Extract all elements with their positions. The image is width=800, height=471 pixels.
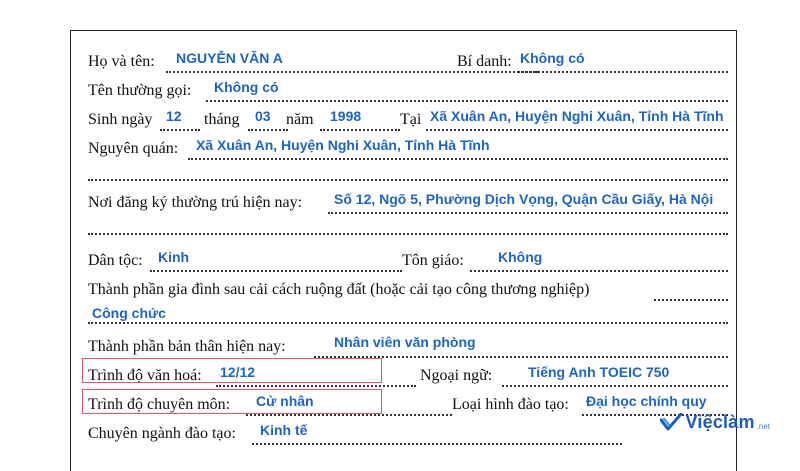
dots-thanh-phan-gd xyxy=(654,295,728,301)
label-tai: Tại xyxy=(400,111,422,128)
label-van-hoa: Trình độ văn hoá: xyxy=(88,367,202,384)
dots-ten-thuong-goi xyxy=(206,96,728,102)
label-nam: năm xyxy=(286,111,314,128)
dots-thanh-phan-gd-2 xyxy=(88,318,728,324)
vieclam-logo xyxy=(660,410,770,434)
dots-blank-1 xyxy=(88,175,728,181)
value-sinh-ngay: 12 xyxy=(166,108,182,124)
label-dan-toc: Dân tộc: xyxy=(88,252,143,269)
value-ten-thuong-goi: Không có xyxy=(214,79,279,95)
label-thuong-tru: Nơi đăng ký thường trú hiện nay: xyxy=(88,194,303,211)
label-ten-thuong-goi: Tên thường gọi: xyxy=(88,82,192,99)
value-chuyen-nganh: Kinh tế xyxy=(260,422,308,438)
value-ton-giao: Không xyxy=(498,249,543,265)
label-ngoai-ngu: Ngoại ngữ: xyxy=(420,367,493,384)
dots-tai xyxy=(426,125,728,131)
value-thang: 03 xyxy=(255,108,271,124)
label-thang: tháng xyxy=(204,111,240,128)
dots-bi-danh xyxy=(513,67,728,73)
label-loai-hinh: Loại hình đào tạo: xyxy=(452,396,569,413)
value-chuyen-mon: Cử nhân xyxy=(256,393,314,409)
label-thanh-phan-gd: Thành phần gia đình sau cải cách ruộng đất (hoặc cải tạo công thương nghiệp) xyxy=(88,281,590,298)
value-nam: 1998 xyxy=(330,108,362,124)
value-ngoai-ngu: Tiếng Anh TOEIC 750 xyxy=(528,364,670,380)
value-nguyen-quan: Xã Xuân An, Huyện Nghi Xuân, Tỉnh Hà Tĩnh xyxy=(196,137,490,153)
checkmark-logo-icon xyxy=(660,413,682,431)
value-ho-ten: NGUYỄN VĂN A xyxy=(176,50,283,66)
label-thanh-phan-bt: Thành phần bản thân hiện nay: xyxy=(88,338,286,355)
dots-nguyen-quan xyxy=(188,154,728,160)
logo-text: Việclàm xyxy=(685,411,755,432)
label-chuyen-nganh: Chuyên ngành đào tạo: xyxy=(88,425,236,442)
value-bi-danh: Không có xyxy=(520,50,585,66)
dots-thuong-tru xyxy=(328,208,728,214)
label-bi-danh: Bí danh: xyxy=(457,53,512,70)
dots-thang xyxy=(248,125,288,131)
label-ho-ten: Họ và tên: xyxy=(88,53,155,70)
dots-ngoai-ngu xyxy=(502,381,728,387)
label-nguyen-quan: Nguyên quán: xyxy=(88,140,179,157)
value-thanh-phan-gd: Công chức xyxy=(92,305,166,321)
highlight-chuyen-mon xyxy=(82,389,382,414)
dots-sinh-ngay xyxy=(160,125,200,131)
label-chuyen-mon: Trình độ chuyên môn: xyxy=(88,396,231,413)
label-sinh-ngay: Sinh ngày xyxy=(88,111,153,128)
value-van-hoa: 12/12 xyxy=(220,364,256,380)
logo-suffix: .net xyxy=(756,421,770,431)
dots-ton-giao xyxy=(470,266,728,272)
dots-chuyen-nganh xyxy=(252,439,622,445)
value-dan-toc: Kinh xyxy=(158,249,190,265)
dots-dan-toc xyxy=(150,266,402,272)
value-thanh-phan-bt: Nhân viên văn phòng xyxy=(334,334,476,350)
dots-blank-2 xyxy=(88,229,728,235)
value-loai-hinh: Đại học chính quy xyxy=(586,393,707,409)
label-ton-giao: Tôn giáo: xyxy=(402,252,464,269)
dots-nam xyxy=(320,125,400,131)
highlight-van-hoa xyxy=(82,358,382,383)
value-tai: Xã Xuân An, Huyện Nghi Xuân, Tỉnh Hà Tĩnh xyxy=(430,108,724,124)
value-thuong-tru: Số 12, Ngõ 5, Phường Dịch Vọng, Quận Cầu Giấy, Hà Nội xyxy=(334,191,714,207)
